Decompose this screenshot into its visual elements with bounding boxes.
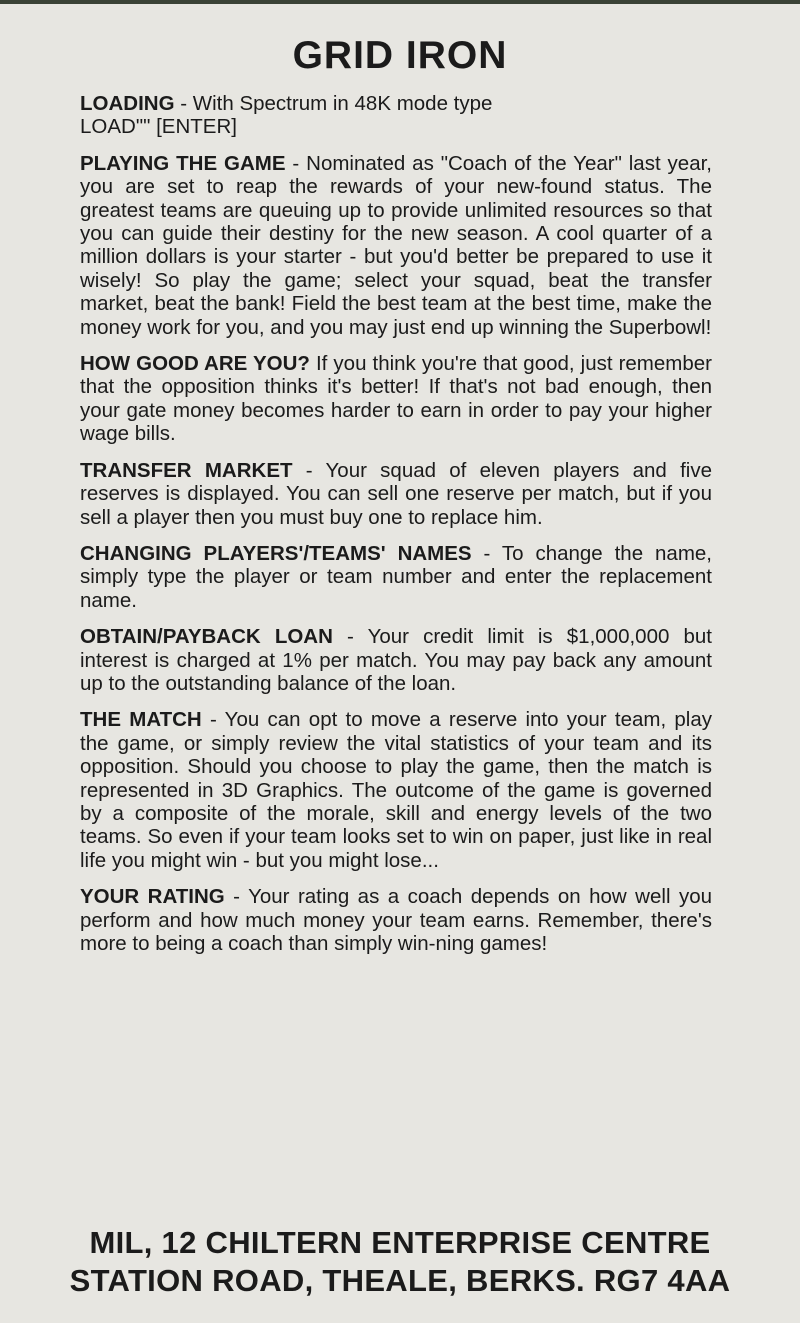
section-the-match (80, 708, 712, 872)
section-heading: PLAYING THE GAME (80, 151, 286, 175)
load-command: LOAD"" [ENTER] (80, 115, 237, 139)
section-text: - Your credit limit is $1,000,000 but interest is charged at 1% per match. You may pay back any amount up to the outstanding balance of the loan. (80, 625, 712, 695)
section-text-loading: - With Spectrum in 48K mode type (174, 92, 493, 115)
section-heading-loading: LOADING (80, 92, 175, 115)
section-text: - Your rating as a coach depends on how well you perform and how much money your team earns. Remember, there's more to being a coach than simply win-ning games! (80, 885, 712, 955)
section-how-good-are-you (80, 352, 712, 446)
section-text: - To change the name, simply type the player or team number and enter the replacement name. (80, 541, 712, 612)
section-loading (80, 92, 712, 139)
section-text: If you think you're that good, just remember that the opposition thinks it's better! If that's not bad enough, then your gate money becomes harder to earn in order to pay your higher wage bills. (80, 352, 712, 446)
section-obtain-payback-loan (80, 625, 712, 695)
section-heading: THE MATCH (80, 708, 202, 732)
section-heading: TRANSFER MARKET (80, 458, 293, 482)
top-edge (0, 0, 800, 4)
section-changing-names (80, 542, 712, 612)
instructions-body (80, 92, 712, 968)
section-heading: HOW GOOD ARE YOU? (80, 352, 310, 376)
section-heading: OBTAIN/PAYBACK LOAN (80, 625, 333, 649)
section-playing-the-game (80, 152, 712, 339)
section-text: - You can opt to move a reserve into your team, play the game, or simply review the vital statistics of your team and its opposition. Should you choose to play the game, then the match is represented in 3D Graphics. The outcome of the game is governed by a composite of the morale, skill and energy levels of the two teams. So even if your team looks set to win on paper, just like in real life you might win - but you might lose... (80, 708, 712, 872)
page-title: GRID IRON (292, 34, 508, 77)
section-text: - Nominated as "Coach of the Year" last year, you are set to reap the rewards of your new-found status. The greatest teams are queuing up to provide unlimited resources so that you can guide their destiny for the new season. A cool quarter of a million dollars is your starter - but you'd better be prepared to use it wisely! So play the game; select your squad, beat the transfer market, beat the bank! Field the best team at the best time, make the money work for you, and you may just end up winning the Superbowl! (80, 151, 712, 339)
section-text: - Your squad of eleven players and five reserves is displayed. You can sell one reserve per match, but if you sell a player then you must buy one to replace him. (80, 458, 712, 529)
publisher-address-line-1: MIL, 12 CHILTERN ENTERPRISE CENTRE (89, 1225, 711, 1260)
section-heading: YOUR RATING (80, 885, 225, 909)
section-transfer-market (80, 459, 712, 529)
section-your-rating (80, 885, 712, 955)
publisher-address-line-2: STATION ROAD, THEALE, BERKS. RG7 4AA (69, 1263, 731, 1298)
section-heading: CHANGING PLAYERS'/TEAMS' NAMES (80, 541, 472, 565)
